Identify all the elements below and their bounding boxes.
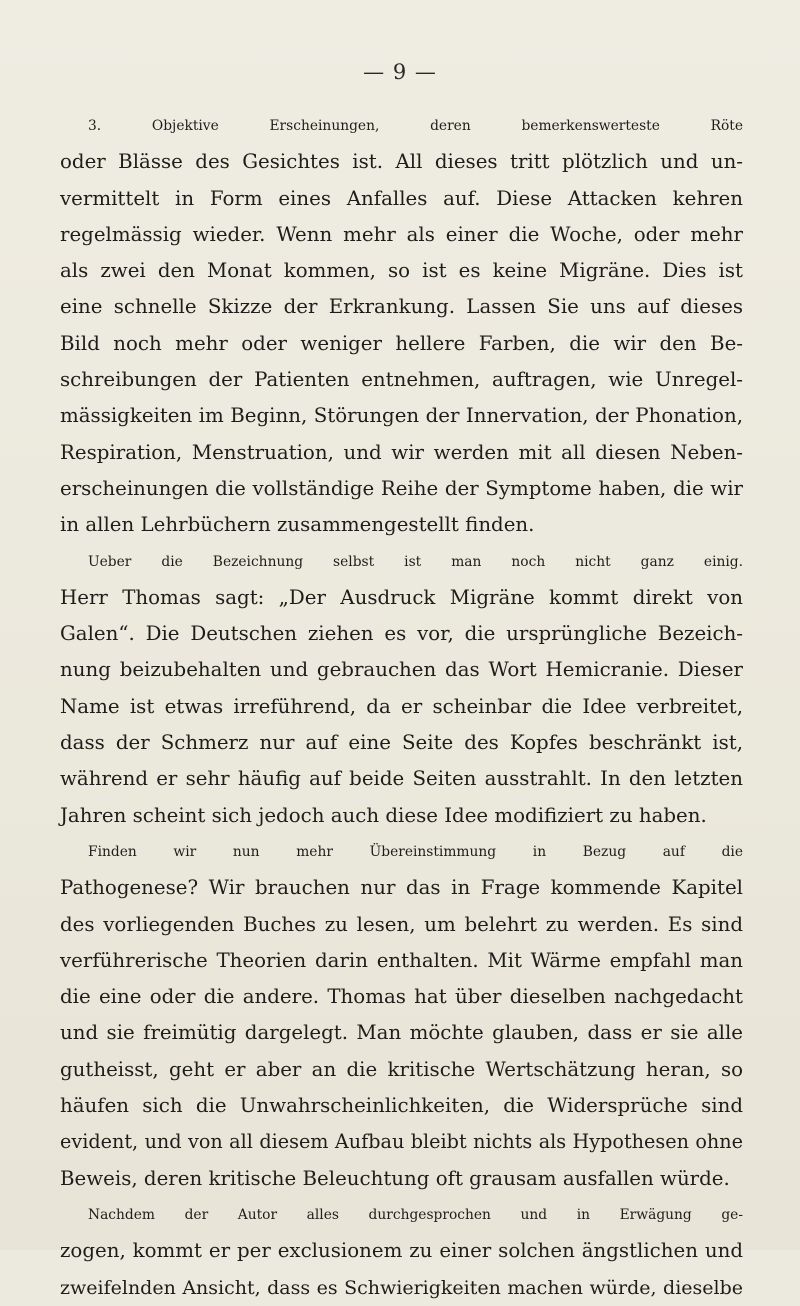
text-line: Pathogenese? Wir brauchen nur das in Frage kommende Kapitel: [60, 876, 743, 900]
body-text: [60, 108, 743, 1306]
text-line: nung beizubehalten und gebrauchen das Wort Hemicranie. Dieser: [60, 658, 743, 682]
text-line: oder Blässe des Gesichtes ist. All dieses tritt plötzlich und un-: [60, 150, 743, 174]
text-line: Nachdem der Autor alles durchgesprochen und in Erwägung ge-: [88, 1206, 743, 1223]
text-line: regelmässig wieder. Wenn mehr als einer die Woche, oder mehr: [60, 222, 743, 246]
text-line: während er sehr häufig auf beide Seiten ausstrahlt. In den letzten: [60, 767, 743, 791]
text-line: eine schnelle Skizze der Erkrankung. Lassen Sie uns auf dieses: [60, 295, 743, 319]
text-line: Finden wir nun mehr Übereinstimmung in Bezug auf die: [88, 843, 743, 860]
text-line: gutheisst, geht er aber an die kritische Wertschätzung heran, so: [60, 1057, 743, 1081]
text-line: vermittelt in Form eines Anfalles auf. Diese Attacken kehren: [60, 186, 743, 210]
text-line: die eine oder die andere. Thomas hat über dieselben nachgedacht: [60, 985, 743, 1009]
text-line: dass der Schmerz nur auf eine Seite des Kopfes beschränkt ist,: [60, 731, 743, 755]
text-line: Beweis, deren kritische Beleuchtung oft grausam ausfallen würde.: [60, 1166, 730, 1190]
text-line: evident, und von all diesem Aufbau bleibt nichts als Hypothesen ohne: [60, 1130, 743, 1154]
text-line: mässigkeiten im Beginn, Störungen der Innervation, der Phonation,: [60, 404, 743, 428]
text-line: als zwei den Monat kommen, so ist es keine Migräne. Dies ist: [60, 259, 743, 283]
text-line: schreibungen der Patienten entnehmen, auftragen, wie Unregel-: [60, 368, 743, 392]
text-line: zweifelnden Ansicht, dass es Schwierigkeiten machen würde, dieselbe: [60, 1276, 743, 1299]
page-number: — 9 —: [363, 60, 437, 84]
text-line: Jahren scheint sich jedoch auch diese Idee modifiziert zu haben.: [60, 803, 707, 827]
text-line: Herr Thomas sagt: „Der Ausdruck Migräne kommt direkt von: [60, 585, 743, 609]
text-line: erscheinungen die vollständige Reihe der Symptome haben, die wir: [60, 476, 743, 500]
text-line: Name ist etwas irreführend, da er scheinbar die Idee verbreitet,: [60, 694, 743, 718]
text-line: Galen“. Die Deutschen ziehen es vor, die ursprüngliche Bezeich-: [60, 622, 743, 646]
text-line: Bild noch mehr oder weniger hellere Farben, die wir den Be-: [60, 331, 743, 355]
text-line: des vorliegenden Buches zu lesen, um belehrt zu werden. Es sind: [60, 912, 743, 936]
text-line: Ueber die Bezeichnung selbst ist man noch nicht ganz einig.: [88, 553, 743, 570]
text-line: und sie freimütig dargelegt. Man möchte glauben, dass er sie alle: [60, 1021, 743, 1045]
text-line: 3. Objektive Erscheinungen, deren bemerkenswerteste Röte: [88, 118, 743, 134]
text-line: Respiration, Menstruation, und wir werden mit all diesen Neben-: [60, 440, 743, 464]
text-line: verführerische Theorien darin enthalten. Mit Wärme empfahl man: [60, 948, 743, 972]
text-line: in allen Lehrbüchern zusammengestellt finden.: [60, 513, 535, 537]
text-line: häufen sich die Unwahrscheinlichkeiten, die Widersprüche sind: [60, 1094, 743, 1118]
text-line: zogen, kommt er per exclusionem zu einer solchen ängstlichen und: [60, 1239, 743, 1263]
